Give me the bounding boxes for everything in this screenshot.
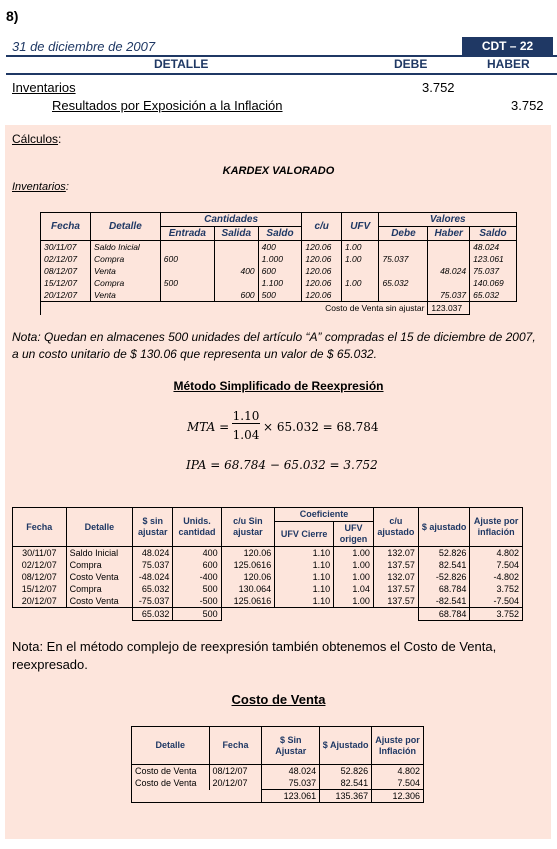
reexp-col-ajustado: $ ajustado (418, 508, 469, 547)
reexp-cell-ufv-origen: 1.00 (334, 559, 374, 571)
kardex-cell-haber (428, 241, 470, 254)
cv-cell-detalle: Costo de Venta (132, 765, 210, 778)
reexp-cell-detalle: Saldo Inicial (66, 547, 132, 560)
kardex-cell-saldo-valor: 65.032 (470, 289, 517, 302)
reexp-cell-sin-ajustar: -48.024 (133, 571, 173, 583)
cv-col-ajustado: $ Ajustado (320, 727, 372, 765)
reexp-cell-sin-ajustar: 65.032 (133, 583, 173, 595)
kardex-cell-cu: 120.06 (302, 241, 342, 254)
reexp-cell-ajustado: -52.826 (418, 571, 469, 583)
reexp-cell-ajuste: 7.504 (470, 559, 523, 571)
reexp-cell-ajuste: -7.504 (470, 595, 523, 608)
reexp-total-sin-ajustar: 65.032 (133, 608, 173, 621)
kardex-cell-detalle: Compra (90, 253, 160, 265)
debit-account: Inventarios (12, 80, 76, 95)
kardex-cell-salida (214, 241, 258, 254)
credit-account: Resultados por Exposición a la Inflación (52, 98, 283, 113)
reexp-cell-ufv-cierre: 1.10 (275, 595, 334, 608)
reexp-cell-cu-ajustado: 137.57 (373, 559, 418, 571)
kardex-cell-detalle: Saldo Inicial (90, 241, 160, 254)
kardex-cell-detalle: Venta (90, 289, 160, 302)
kardex-cell-cu: 120.06 (302, 277, 342, 289)
calculations-label-colon: : (58, 132, 62, 146)
reexp-total-ajustado: 68.784 (418, 608, 469, 621)
reexp-cell-cu-ajustado: 137.57 (373, 583, 418, 595)
kardex-cell-saldo: 1.100 (258, 277, 302, 289)
reexp-cell-ufv-origen: 1.00 (334, 547, 374, 560)
journal-header-row (6, 56, 557, 73)
kardex-col-saldo: Saldo (258, 227, 302, 241)
reexp-col-ajuste: Ajuste por inflación (470, 508, 523, 547)
reexp-cell-ajustado: 82.541 (418, 559, 469, 571)
reexp-cell-ufv-cierre: 1.10 (275, 571, 334, 583)
reexp-cell-fecha: 15/12/07 (13, 583, 67, 595)
reexp-cell-ufv-cierre: 1.10 (275, 583, 334, 595)
reexp-cell-fecha: 20/12/07 (13, 595, 67, 608)
kardex-col-valores: Valores (379, 213, 517, 227)
cv-cell-detalle: Costo de Venta (132, 777, 210, 790)
reexp-cell-ajustado: 52.826 (418, 547, 469, 560)
reexp-cell-sin-ajustar: 75.037 (133, 559, 173, 571)
reexp-cell-sin-ajustar: -75.037 (133, 595, 173, 608)
kardex-cell-entrada (160, 241, 214, 254)
kardex-col-haber: Haber (428, 227, 470, 241)
kardex-row (41, 241, 517, 254)
cv-total-ajustado: 135.367 (320, 790, 372, 803)
reexp-cell-cu-ajustado: 137.57 (373, 595, 418, 608)
entry-date: 31 de diciembre de 2007 (12, 39, 156, 54)
reexp-col-coeficiente: Coeficiente (275, 508, 374, 522)
reexp-cell-cu-sin-ajustar: 125.0616 (221, 559, 275, 571)
header-detalle: DETALLE (154, 57, 209, 71)
kardex-cell-detalle: Compra (90, 277, 160, 289)
kardex-cell-entrada: 600 (160, 253, 214, 265)
reexp-cell-detalle: Costo Venta (66, 571, 132, 583)
kardex-cell-fecha: 20/12/07 (41, 289, 91, 302)
kardex-cell-debe: 65.032 (379, 277, 428, 289)
reexp-col-cu-sin-ajustar: c/u Sin ajustar (221, 508, 275, 547)
inventory-label-colon: : (65, 181, 69, 193)
kardex-row (41, 289, 517, 302)
kardex-cell-saldo-valor: 140.069 (470, 277, 517, 289)
reexp-cell-ajuste: 3.752 (470, 583, 523, 595)
kardex-cell-fecha: 02/12/07 (41, 253, 91, 265)
reexp-cell-ajuste: 4.802 (470, 547, 523, 560)
reexp-cell-ajustado: -82.541 (418, 595, 469, 608)
kardex-footer-value: 123.037 (428, 302, 470, 315)
kardex-cell-cu: 120.06 (302, 265, 342, 277)
formula-mta-numerator: 1.10 (232, 409, 260, 423)
formula-mta-denominator: 1.04 (232, 428, 260, 442)
kardex-cell-ufv (341, 289, 378, 302)
kardex-cell-cu: 120.06 (302, 289, 342, 302)
reexp-cell-cu-sin-ajustar: 120.06 (221, 571, 275, 583)
cv-cell-sin-ajustar: 48.024 (262, 765, 320, 778)
cv-col-sin-ajustar: $ Sin Ajustar (262, 727, 320, 765)
kardex-col-detalle: Detalle (90, 213, 160, 241)
note-inventory: Nota: Quedan en almacenes 500 unidades del artículo “A” compradas el 15 de diciembre de 2007, a un costo unitario de $ 130.06 que representa un valor de $ 65.032. (12, 330, 536, 361)
reexp-row (13, 571, 523, 583)
kardex-cell-salida (214, 253, 258, 265)
cost-of-sales-table (131, 726, 424, 803)
reexp-cell-unids: -400 (173, 571, 221, 583)
kardex-cell-fecha: 30/11/07 (41, 241, 91, 254)
kardex-cell-haber (428, 253, 470, 265)
reexp-row (13, 547, 523, 560)
kardex-row (41, 253, 517, 265)
kardex-col-entrada: Entrada (160, 227, 214, 241)
formula-ipa: IPA = 68.784 − 65.032 = 3.752 (186, 458, 378, 472)
reexp-cell-sin-ajustar: 48.024 (133, 547, 173, 560)
reexp-cell-ajuste: -4.802 (470, 571, 523, 583)
reexp-cell-unids: 600 (173, 559, 221, 571)
reexp-cell-unids: 400 (173, 547, 221, 560)
kardex-col-salida: Salida (214, 227, 258, 241)
calculations-label (12, 132, 61, 146)
doc-code-badge: CDT – 22 (462, 37, 553, 55)
reexp-cell-unids: -500 (173, 595, 221, 608)
kardex-cell-fecha: 08/12/07 (41, 265, 91, 277)
cv-cell-fecha: 08/12/07 (209, 765, 262, 778)
kardex-title: KARDEX VALORADO (222, 165, 335, 177)
kardex-cell-haber (428, 277, 470, 289)
reexp-cell-ufv-origen: 1.04 (334, 583, 374, 595)
reexp-cell-cu-sin-ajustar: 125.0616 (221, 595, 275, 608)
kardex-row (41, 265, 517, 277)
kardex-col-ufv: UFV (341, 213, 378, 241)
reexp-col-ufv-cierre: UFV Cierre (275, 522, 334, 547)
debit-amount: 3.752 (422, 80, 455, 95)
header-haber: HABER (487, 57, 530, 71)
reexp-cell-cu-ajustado: 132.07 (373, 571, 418, 583)
kardex-cell-ufv: 1.00 (341, 253, 378, 265)
kardex-cell-ufv: 1.00 (341, 241, 378, 254)
kardex-footer-empty (470, 302, 517, 315)
kardex-cell-entrada (160, 289, 214, 302)
formula-mta-lhs: MTA = (187, 420, 230, 434)
reexp-cell-detalle: Compra (66, 583, 132, 595)
reexp-cell-cu-ajustado: 132.07 (373, 547, 418, 560)
reexp-cell-fecha: 30/11/07 (13, 547, 67, 560)
kardex-cell-saldo: 1.000 (258, 253, 302, 265)
kardex-row (41, 277, 517, 289)
reexp-total-empty-3 (221, 608, 418, 621)
cv-total-empty-1 (132, 790, 210, 803)
method-title: Método Simplificado de Reexpresión (173, 379, 384, 393)
kardex-cell-cu: 120.06 (302, 253, 342, 265)
reexp-col-ufv-origen: UFV origen (334, 522, 374, 547)
reexp-row (13, 595, 523, 608)
kardex-cell-haber: 75.037 (428, 289, 470, 302)
reexp-cell-fecha: 08/12/07 (13, 571, 67, 583)
cv-cell-ajuste: 7.504 (372, 777, 424, 790)
kardex-cell-salida (214, 277, 258, 289)
reexp-col-sin-ajustar: $ sin ajustar (133, 508, 173, 547)
reexp-cell-ufv-cierre: 1.10 (275, 547, 334, 560)
reexp-col-detalle: Detalle (66, 508, 132, 547)
kardex-cell-saldo-valor: 75.037 (470, 265, 517, 277)
kardex-cell-detalle: Venta (90, 265, 160, 277)
kardex-cell-saldo-valor: 123.061 (470, 253, 517, 265)
reexp-cell-cu-sin-ajustar: 120.06 (221, 547, 275, 560)
reexp-col-cu-ajustado: c/u ajustado (373, 508, 418, 547)
cv-cell-fecha: 20/12/07 (209, 777, 262, 790)
credit-amount: 3.752 (511, 98, 544, 113)
kardex-cell-salida: 400 (214, 265, 258, 277)
kardex-cell-saldo: 600 (258, 265, 302, 277)
kardex-cell-fecha: 15/12/07 (41, 277, 91, 289)
kardex-cell-entrada: 500 (160, 277, 214, 289)
kardex-col-fecha: Fecha (41, 213, 91, 241)
reexp-cell-ufv-origen: 1.00 (334, 595, 374, 608)
cv-col-ajuste: Ajuste por Inflación (372, 727, 424, 765)
reexp-col-unids: Unids. cantidad (173, 508, 221, 547)
kardex-col-cantidades: Cantidades (160, 213, 302, 227)
cv-row (132, 765, 424, 778)
cv-row (132, 777, 424, 790)
reexpression-table (12, 507, 523, 621)
cost-of-sales-title: Costo de Venta (231, 692, 326, 707)
inventory-label-text: Inventarios (12, 181, 66, 193)
note-complex-method: Nota: En el método complejo de reexpresión también obtenemos el Costo de Venta, reexpresado. (12, 639, 497, 672)
reexp-total-ajuste: 3.752 (470, 608, 523, 621)
cv-total-sin-ajustar: 123.061 (262, 790, 320, 803)
kardex-cell-debe: 75.037 (379, 253, 428, 265)
kardex-cell-saldo-valor: 48.024 (470, 241, 517, 254)
kardex-cell-entrada (160, 265, 214, 277)
reexp-cell-ufv-origen: 1.00 (334, 571, 374, 583)
formula-mta (187, 409, 387, 445)
formula-mta-rhs: × 65.032 = 68.784 (263, 420, 379, 434)
reexp-cell-ufv-cierre: 1.10 (275, 559, 334, 571)
reexp-total-empty-2 (66, 608, 132, 621)
kardex-cell-haber: 48.024 (428, 265, 470, 277)
cv-cell-ajustado: 52.826 (320, 765, 372, 778)
reexp-cell-cu-sin-ajustar: 130.064 (221, 583, 275, 595)
kardex-footer-label: Costo de Venta sin ajustar (41, 302, 428, 315)
kardex-cell-debe (379, 241, 428, 254)
reexp-total-unids: 500 (173, 608, 221, 621)
cv-cell-ajustado: 82.541 (320, 777, 372, 790)
inventory-label (12, 181, 69, 193)
reexp-cell-ajustado: 68.784 (418, 583, 469, 595)
kardex-cell-ufv (341, 265, 378, 277)
cv-col-fecha: Fecha (209, 727, 262, 765)
kardex-cell-salida: 600 (214, 289, 258, 302)
kardex-col-debe: Debe (379, 227, 428, 241)
reexp-row (13, 583, 523, 595)
problem-number: 8) (6, 8, 19, 24)
reexp-cell-detalle: Compra (66, 559, 132, 571)
reexp-col-fecha: Fecha (13, 508, 67, 547)
cv-total-empty-2 (209, 790, 262, 803)
cv-cell-sin-ajustar: 75.037 (262, 777, 320, 790)
reexp-cell-unids: 500 (173, 583, 221, 595)
cv-total-ajuste: 12.306 (372, 790, 424, 803)
header-rule-bottom (6, 73, 557, 75)
kardex-cell-debe (379, 265, 428, 277)
reexp-cell-fecha: 02/12/07 (13, 559, 67, 571)
cv-col-detalle: Detalle (132, 727, 210, 765)
kardex-table (40, 212, 517, 315)
reexp-total-empty-1 (13, 608, 67, 621)
reexp-row (13, 559, 523, 571)
kardex-col-saldo-valor: Saldo (470, 227, 517, 241)
cv-cell-ajuste: 4.802 (372, 765, 424, 778)
header-debe: DEBE (394, 57, 428, 71)
calculations-label-text: Cálculos (12, 132, 59, 146)
kardex-cell-saldo: 500 (258, 289, 302, 302)
kardex-col-cu: c/u (302, 213, 342, 241)
reexp-cell-detalle: Costo Venta (66, 595, 132, 608)
kardex-cell-ufv: 1.00 (341, 277, 378, 289)
kardex-cell-debe (379, 289, 428, 302)
kardex-cell-saldo: 400 (258, 241, 302, 254)
